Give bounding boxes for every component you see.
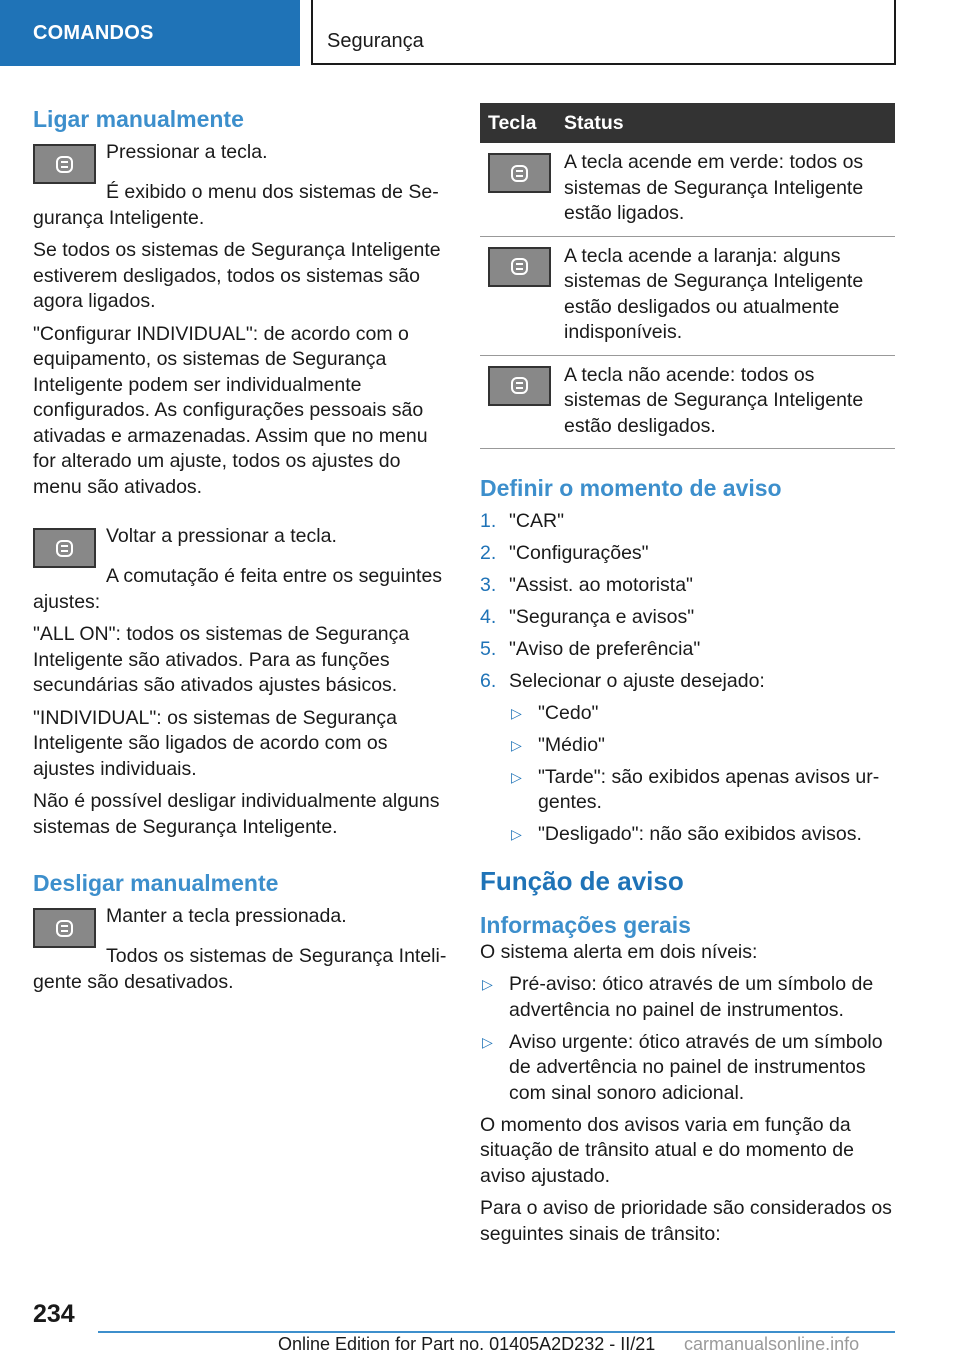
list-item: ▷ "Desligado": não são exibidos avisos. [509,822,895,848]
table-row [480,355,895,449]
heading-ligar-manualmente: Ligar manualmente [33,106,244,132]
page-header [0,0,960,66]
status-cell: A tecla acende a laranja: alguns sistemas de Segurança Inteligente estão desligados ou atualmente indisponíveis. [564,236,895,355]
paragraph: "Configurar INDIVIDUAL": de acordo com o equipamento, os sistemas de Segurança Inteligente podem ser individualmente configurados. As configurações pessoais são ativadas e armazenadas. Assim que no menu for alterado um ajuste, todos os ajustes do menu são ativados. [33,322,428,498]
triangle-right-icon: ▷ [482,976,493,992]
footer-edition: Online Edition for Part no. 01405A2D232 - II/21 [278,1334,656,1354]
paragraph: O momento dos avisos varia em função da situação de trânsito atual e do momento de aviso ajustado. [480,1113,854,1187]
key-status-table [480,103,895,449]
paragraph: "INDIVIDUAL": os sistemas de Segurança Inteligente são ligados de acordo com os ajustes individuais. [33,706,397,780]
ligar-instruction [33,140,447,180]
paragraph: É exibido o menu dos sistemas de Segurança Inteligente. [33,181,439,229]
column-header-status: Status [564,103,895,143]
list-item: 3. "Assist. ao motorista" [480,574,693,596]
safety-button-icon [488,247,551,287]
section-tab: COMANDOS [0,0,300,66]
chapter-title: Segurança [311,0,896,65]
heading-definir-momento: Definir o momento de aviso [480,475,782,501]
safety-button-icon [488,153,551,193]
paragraph: Se todos os sistemas de Segurança Inteligente estiverem desligados, todos os sistemas são agora ligados. [33,239,441,312]
paragraph: Pressionar a tecla. [106,141,268,163]
footer-watermark: carmanualsonline.info [684,1334,860,1354]
column-header-key: Tecla [480,103,564,143]
safety-button-icon [488,366,551,406]
list-item: 1. "CAR" [480,510,565,532]
list-item: 2. "Configurações" [480,542,649,564]
paragraph: A comutação é feita entre os seguintes ajustes: [33,565,443,613]
paragraph: Não é possível desligar individualmente alguns sistemas de Segurança Inteligente. [33,790,440,838]
sub-options-list [509,701,895,848]
status-cell: A tecla acende em verde: todos os sistemas de Segurança Inteligente estão ligados. [564,143,895,236]
right-column [480,103,895,1254]
voltar-instruction [33,524,447,564]
page-number: 234 [33,1300,75,1328]
list-item: 4. "Segurança e avisos" [480,606,695,628]
list-item: ▷ Aviso urgente: ótico através de um símbolo de advertência no painel de instrumentos com sinal sonoro adicional. [482,1030,883,1104]
triangle-right-icon: ▷ [511,704,522,721]
paragraph: Voltar a pressionar a tecla. [106,525,337,547]
list-item: ▷ "Tarde": são exibidos apenas avisos urgentes. [511,765,880,813]
heading-desligar-manualmente: Desligar manualmente [33,870,279,896]
safety-button-icon [33,908,96,948]
heading-funcao-de-aviso: Função de aviso [480,865,684,896]
list-item: 6. Selecionar o ajuste desejado: ▷ "Cedo" ▷ "Médio" ▷ "Tarde": são exibidos apenas avisos urgentes. ▷ "Desligado": não são exibidos avisos. [480,669,895,848]
paragraph: O sistema alerta em dois níveis: [480,940,758,963]
heading-informacoes-gerais: Informações gerais [480,911,691,938]
paragraph: Para o aviso de prioridade são considerados os seguintes sinais de trânsito: [480,1197,892,1245]
safety-button-icon [33,528,96,568]
left-column [33,100,447,1002]
table-row [480,236,895,355]
paragraph: "ALL ON": todos os sistemas de Segurança Inteligente são ativados. Para as funções secundárias são ativados ajustes básicos. [33,623,410,696]
steps-list [480,509,895,848]
triangle-right-icon: ▷ [511,826,522,842]
triangle-right-icon: ▷ [511,768,522,785]
safety-button-icon [33,144,96,184]
paragraph: Manter a tecla pressionada. [106,905,347,927]
triangle-right-icon: ▷ [482,1033,493,1050]
list-item: ▷ Pré-aviso: ótico através de um símbolo de advertência no painel de instrumentos. [482,973,874,1021]
triangle-right-icon: ▷ [511,736,522,753]
list-item: 5. "Aviso de preferência" [480,638,701,660]
warning-levels-list [480,972,895,1106]
table-row [480,143,895,236]
paragraph: Todos os sistemas de Segurança Inteligente são desativados. [33,945,447,993]
table-header-row [480,103,895,143]
status-cell: A tecla não acende: todos os sistemas de Segurança Inteligente estão desligados. [564,355,895,449]
desligar-instruction [33,904,447,944]
list-item: ▷ "Cedo" [509,701,895,727]
list-item: ▷ "Médio" [509,733,895,759]
footer-divider [98,1331,895,1333]
